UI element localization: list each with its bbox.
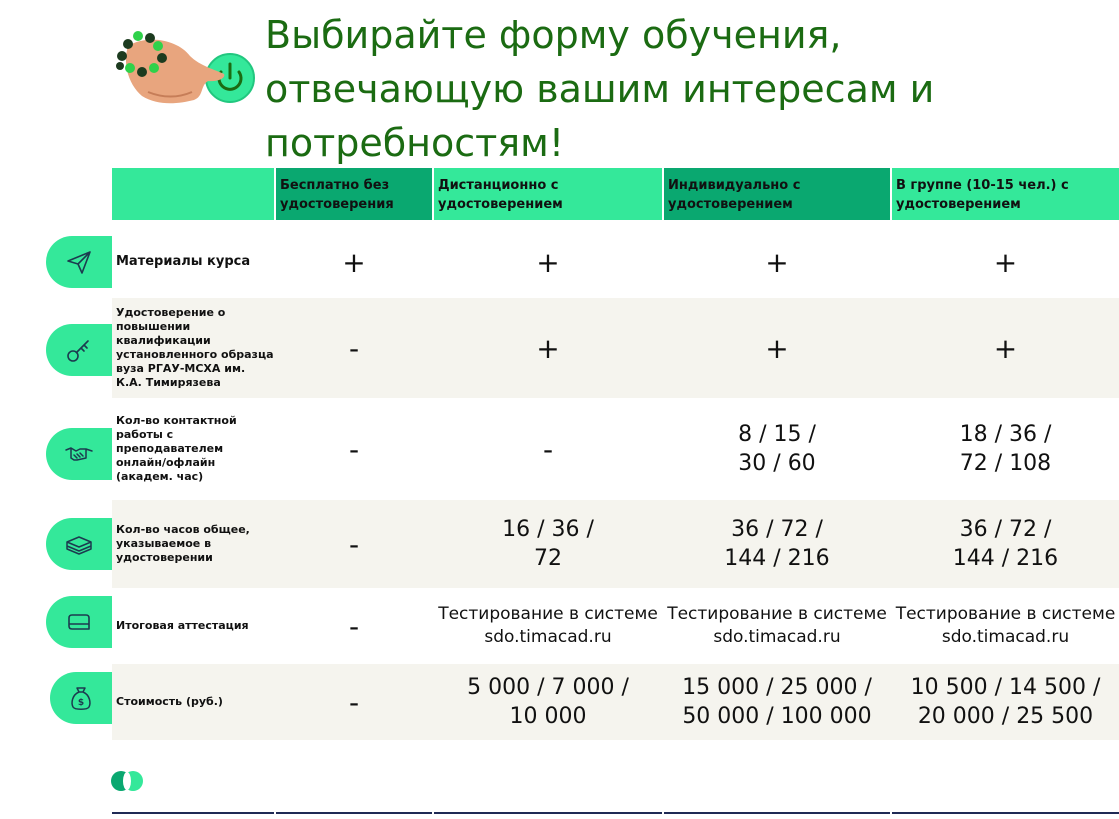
table-row [112, 500, 1119, 588]
column-header-individual: Индивидуально с удостоверением [664, 168, 890, 220]
value-cell: Тестирование в системе sdo.timacad.ru [895, 604, 1116, 647]
key-icon [64, 335, 94, 365]
table-row [112, 398, 1119, 500]
column-header-free: Бесплатно без удостоверения [276, 168, 432, 220]
divider [112, 812, 274, 814]
hand-power-button-icon [108, 26, 258, 116]
value-cell: 16 / 36 / 72 [502, 517, 594, 571]
row-label: Итоговая аттестация [116, 619, 249, 632]
value-cell: - [348, 331, 360, 365]
row-icon-pill [46, 236, 112, 288]
header-blank-cell [112, 168, 274, 220]
row-icon-pill [46, 324, 112, 376]
column-header-group: В группе (10-15 чел.) с удостоверением [892, 168, 1119, 220]
row-label: Кол-во контактной работы с преподавателем онлайн/офлайн (академ. час) [116, 414, 237, 483]
book-stack-icon [64, 529, 94, 559]
column-header-remote: Дистанционно с удостоверением [434, 168, 662, 220]
value-cell: Тестирование в системе sdo.timacad.ru [438, 604, 658, 647]
value-cell: + [993, 245, 1018, 279]
value-cell: - [348, 685, 360, 719]
table-row [112, 298, 1119, 398]
table-row [112, 588, 1119, 664]
value-cell: 15 000 / 25 000 / 50 000 / 100 000 [682, 675, 872, 729]
value-cell: + [765, 331, 789, 365]
handshake-icon [64, 439, 94, 469]
row-icon-pill [46, 518, 112, 570]
paper-plane-icon [64, 247, 94, 277]
value-cell: Тестирование в системе sdo.timacad.ru [667, 604, 887, 647]
value-cell: + [342, 245, 366, 279]
value-cell: 36 / 72 / 144 / 216 [724, 517, 830, 571]
table-row [112, 664, 1119, 740]
row-icon-pill [46, 596, 112, 648]
row-label: Кол-во часов общее, указываемое в удостоверении [116, 523, 250, 564]
value-cell: + [993, 331, 1018, 365]
svg-text:$: $ [77, 698, 85, 708]
divider [892, 812, 1119, 814]
value-cell: 5 000 / 7 000 / 10 000 [467, 675, 629, 729]
value-cell: 10 500 / 14 500 / 20 000 / 25 500 [910, 675, 1101, 729]
value-cell: - [348, 527, 360, 561]
row-label: Стоимость (руб.) [116, 695, 223, 708]
value-cell: 8 / 15 / 30 / 60 [738, 422, 816, 476]
divider [434, 812, 662, 814]
money-bag-icon [66, 683, 96, 713]
row-label: Удостоверение о повышении квалификации установленного образца вуза РГАУ-МСХА им. К.А. Тимирязева [116, 306, 274, 389]
table-row [112, 226, 1119, 298]
page-title: Выбирайте форму обучения, отвечающую вашим интересам и потребностям! [265, 13, 935, 165]
value-cell: + [536, 245, 560, 279]
row-icon-pill [50, 672, 112, 724]
value-cell: + [536, 331, 560, 365]
value-cell: + [765, 245, 789, 279]
row-icon-pill [46, 428, 112, 480]
row-label: Материалы курса [116, 254, 251, 269]
divider [276, 812, 432, 814]
value-cell: 36 / 72 / 144 / 216 [952, 517, 1059, 571]
chat-bubble-icon [64, 607, 94, 637]
brand-logo-icon [110, 770, 144, 792]
value-cell: - [348, 609, 360, 643]
divider [664, 812, 890, 814]
value-cell: 18 / 36 / 72 / 108 [959, 422, 1052, 476]
value-cell: - [542, 432, 554, 466]
value-cell: - [348, 432, 360, 466]
